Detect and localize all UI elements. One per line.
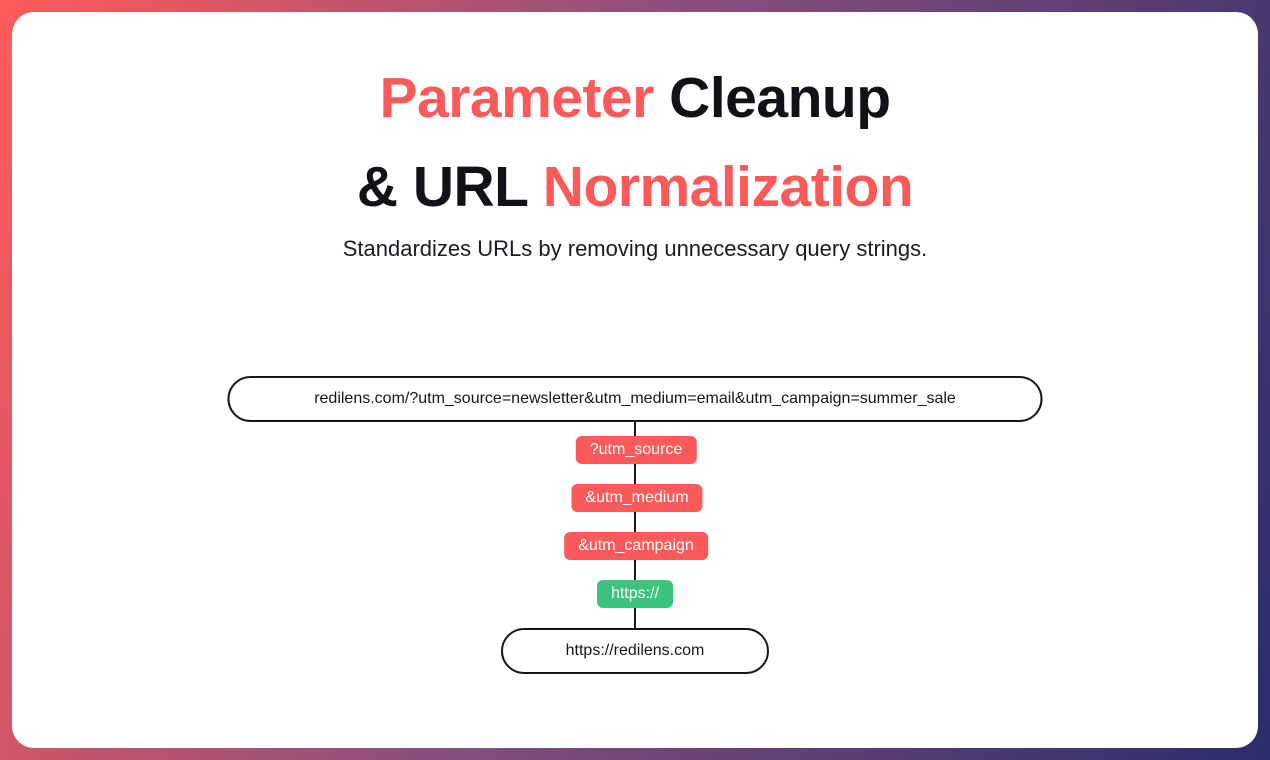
input-url-node: redilens.com/?utm_source=newsletter&utm_medium=email&utm_campaign=summer_sale — [228, 376, 1043, 422]
page-subtitle: Standardizes URLs by removing unnecessary query strings. — [342, 236, 928, 261]
diagram-connector-line — [634, 384, 636, 648]
param-tag-utm-medium: &utm_medium — [571, 484, 702, 512]
title-accent-parameter: Parameter — [379, 66, 654, 130]
param-tag-utm-source: ?utm_source — [576, 436, 697, 464]
title-line-1 — [12, 54, 1258, 143]
title-text-cleanup: Cleanup — [669, 66, 891, 130]
title-accent-normalization: Normalization — [542, 154, 914, 219]
title-line-2 — [12, 143, 1258, 232]
param-tag-utm-campaign: &utm_campaign — [564, 532, 708, 560]
protocol-tag-https: https:// — [597, 580, 673, 608]
url-normalization-diagram — [0, 360, 1270, 680]
output-url-node: https://redilens.com — [501, 628, 769, 674]
page-title — [12, 54, 1258, 232]
title-text-and-url: & URL — [356, 154, 528, 219]
